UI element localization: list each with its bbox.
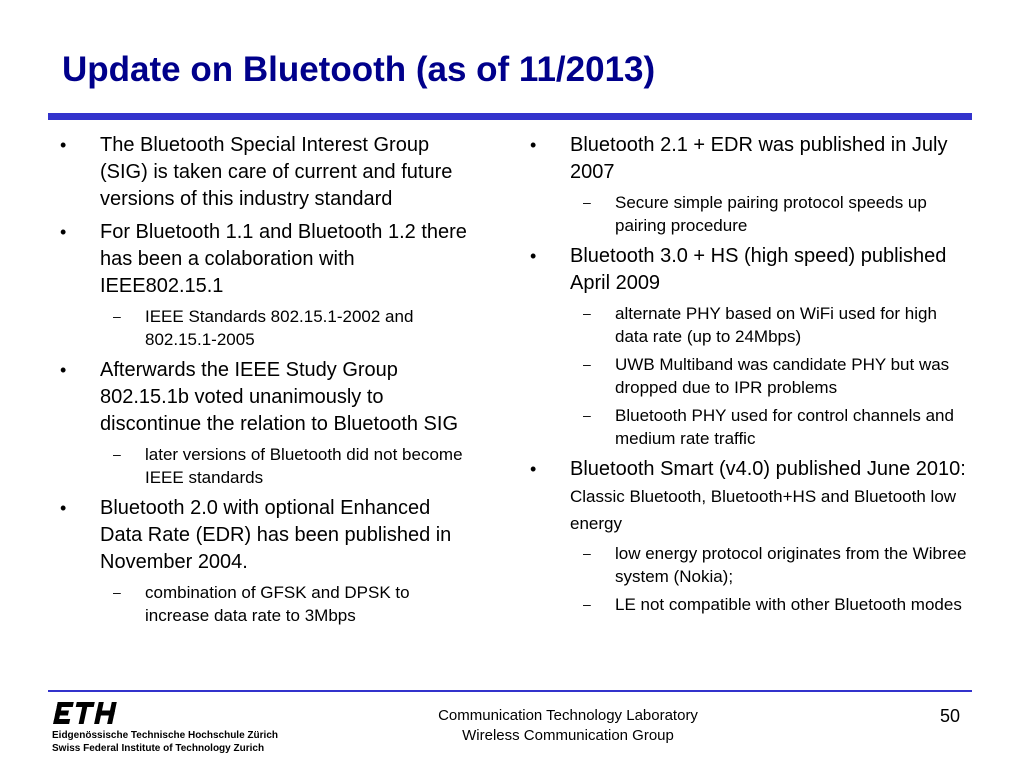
bullet-text-detail: Classic Bluetooth, Bluetooth+HS and Bluetooth low energy xyxy=(570,487,957,533)
bullet-item xyxy=(58,357,478,438)
title-divider xyxy=(48,113,972,120)
footer-group: Wireless Communication Group xyxy=(462,727,674,744)
footer-affiliation xyxy=(368,706,768,746)
sub-bullet-item xyxy=(58,581,478,627)
sub-bullet-dash-icon: – xyxy=(583,305,591,321)
right-column xyxy=(528,132,968,622)
left-column xyxy=(58,132,478,633)
sub-bullet-dash-icon: – xyxy=(583,596,591,612)
eth-wordmark-icon xyxy=(52,701,120,727)
sub-bullet-text: low energy protocol originates from the Wibree system (Nokia); xyxy=(615,544,967,586)
sub-bullet-item xyxy=(528,593,968,616)
sub-bullet-item xyxy=(528,404,968,450)
sub-bullet-item xyxy=(528,191,968,237)
footer-lab: Communication Technology Laboratory xyxy=(438,707,698,724)
bullet-text: For Bluetooth 1.1 and Bluetooth 1.2 there has been a colaboration with IEEE802.15.1 xyxy=(100,221,467,297)
sub-bullet-text: IEEE Standards 802.15.1-2002 and 802.15.1-2005 xyxy=(145,307,414,349)
bullet-text: Bluetooth 3.0 + HS (high speed) published April 2009 xyxy=(570,245,947,294)
page-number: 50 xyxy=(939,706,960,726)
sub-bullet-text: alternate PHY based on WiFi used for high data rate (up to 24Mbps) xyxy=(615,304,937,346)
sub-bullet-dash-icon: – xyxy=(113,446,121,462)
sub-bullet-text: later versions of Bluetooth did not become IEEE standards xyxy=(145,445,463,487)
sub-bullet-text: UWB Multiband was candidate PHY but was dropped due to IPR problems xyxy=(615,355,950,397)
eth-logo xyxy=(52,701,292,757)
bullet-dot-icon: • xyxy=(530,135,537,155)
bullet-text: Bluetooth 2.1 + EDR was published in July 2007 xyxy=(570,134,948,183)
bullet-dot-icon: • xyxy=(60,498,67,518)
bullet-dot-icon: • xyxy=(60,135,67,155)
sub-bullet-dash-icon: – xyxy=(113,584,121,600)
bullet-text: Bluetooth 2.0 with optional Enhanced Data Rate (EDR) has been published in November 2004. xyxy=(100,497,452,573)
sub-bullet-dash-icon: – xyxy=(583,194,591,210)
sub-bullet-dash-icon: – xyxy=(113,308,121,324)
bullet-item xyxy=(528,456,968,537)
footer-divider xyxy=(48,690,972,692)
bullet-dot-icon: • xyxy=(530,246,537,266)
sub-bullet-text: combination of GFSK and DPSK to increase data rate to 3Mbps xyxy=(145,583,410,625)
sub-bullet-dash-icon: – xyxy=(583,407,591,423)
logo-line-english: Swiss Federal Institute of Technology Zurich xyxy=(52,743,265,754)
sub-bullet-item xyxy=(528,302,968,348)
sub-bullet-item xyxy=(528,542,968,588)
bullet-item xyxy=(58,132,478,213)
bullet-dot-icon: • xyxy=(60,360,67,380)
bullet-text: The Bluetooth Special Interest Group (SIG) is taken care of current and future versions of this industry standard xyxy=(100,134,453,210)
sub-bullet-text: Secure simple pairing protocol speeds up pairing procedure xyxy=(615,193,927,235)
slide-title: Update on Bluetooth (as of 11/2013) xyxy=(62,50,656,89)
bullet-item xyxy=(528,243,968,297)
sub-bullet-dash-icon: – xyxy=(583,545,591,561)
sub-bullet-item xyxy=(58,305,478,351)
bullet-text: Afterwards the IEEE Study Group 802.15.1b voted unanimously to discontinue the relation to Bluetooth SIG xyxy=(100,359,459,435)
bullet-item xyxy=(528,132,968,186)
sub-bullet-dash-icon: – xyxy=(583,356,591,372)
sub-bullet-text: LE not compatible with other Bluetooth modes xyxy=(615,595,962,614)
sub-bullet-item xyxy=(58,443,478,489)
sub-bullet-item xyxy=(528,353,968,399)
sub-bullet-text: Bluetooth PHY used for control channels and medium rate traffic xyxy=(615,406,954,448)
bullet-dot-icon: • xyxy=(60,222,67,242)
bullet-text: Bluetooth Smart (v4.0) published June 2010: xyxy=(570,458,966,480)
bullet-item xyxy=(58,495,478,576)
logo-line-german: Eidgenössische Technische Hochschule Zürich xyxy=(52,730,278,741)
bullet-dot-icon: • xyxy=(530,459,537,479)
bullet-item xyxy=(58,219,478,300)
